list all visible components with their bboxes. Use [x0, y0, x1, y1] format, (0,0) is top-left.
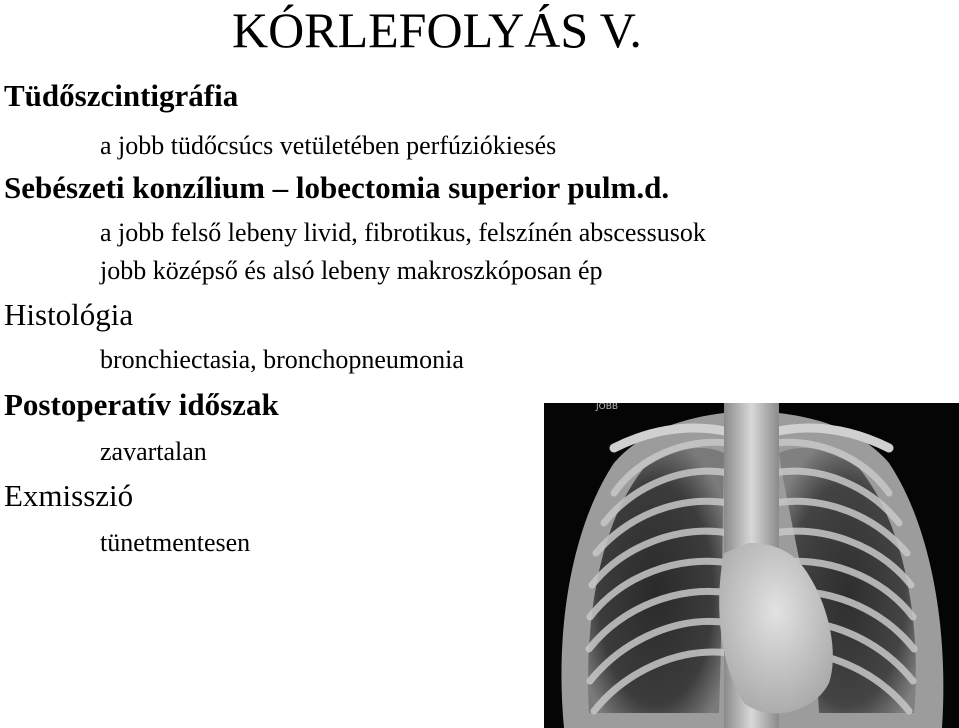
section-heading-scintigraphy: Tüdőszcintigráfia: [4, 78, 239, 113]
section-item-discharge-1: tünetmentesen: [100, 528, 251, 557]
section-item-surgical-consult-2: jobb középső és alsó lebeny makroszkóposan ép: [100, 256, 603, 285]
section-item-surgical-consult-1: a jobb felső lebeny livid, fibrotikus, felszínén abscessusok: [100, 218, 706, 247]
section-item-histology-1: bronchiectasia, bronchopneumonia: [100, 345, 464, 374]
section-heading-discharge: Exmisszió: [4, 478, 134, 513]
slide-title: KÓRLEFOLYÁS V.: [232, 2, 642, 58]
section-heading-postoperative: Postoperatív időszak: [4, 387, 279, 422]
section-item-postoperative-1: zavartalan: [100, 437, 207, 466]
section-item-scintigraphy-1: a jobb tüdőcsúcs vetületében perfúziókiesés: [100, 131, 557, 160]
section-heading-histology: Histológia: [4, 297, 134, 332]
xray-marker: JOBB: [596, 403, 619, 412]
section-heading-surgical-consult: Sebészeti konzílium – lobectomia superior pulm.d.: [4, 170, 670, 205]
chest-xray-image: [544, 403, 959, 728]
